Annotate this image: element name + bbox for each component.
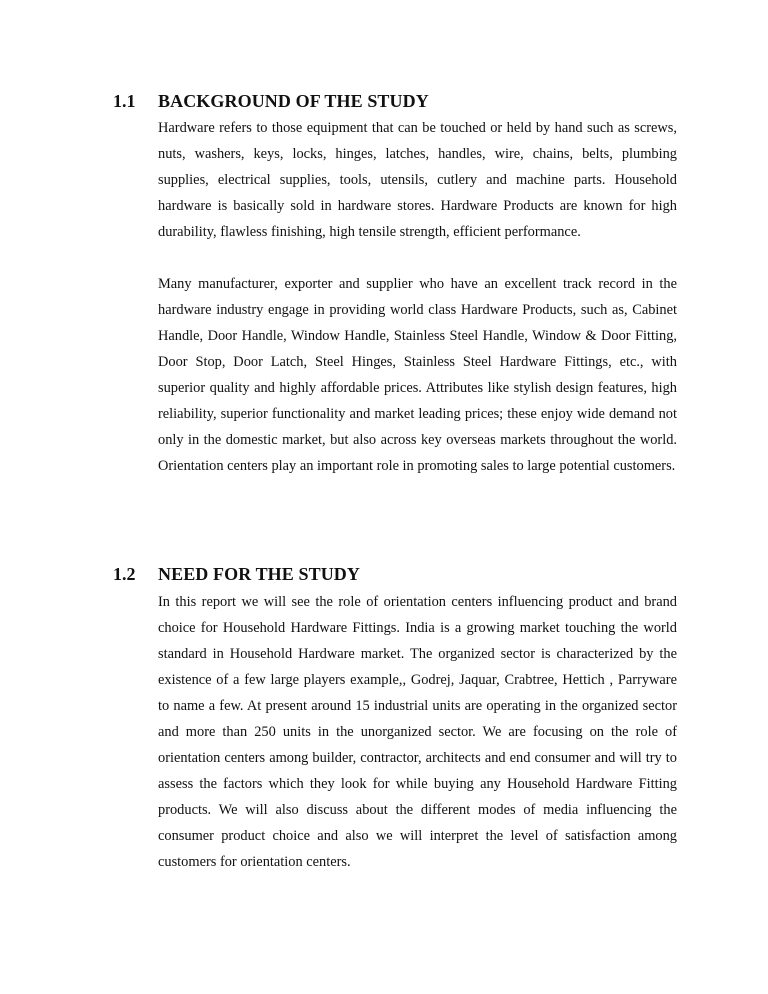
paragraph: In this report we will see the role of orientation centers influencing product and brand choice for Household Hardware Fittings. India is a growing market touching the world standard in Household Hardware market. The organized sector is characterized by the existence of a few large players example,, Godrej, Jaquar, Crabtree, Hettich , Parryware to name a few. At present around 15 industrial units are operating in the organized sector and more than 250 units in the unorganized sector. We are focusing on the role of orientation centers among builder, contractor, architects and end consumer and will try to assess the factors which they look for while buying any Household Hardware Fitting products. We will also discuss about the different modes of media influencing the consumer product choice and also we will interpret the level of satisfaction among customers for orientation centers. (158, 594, 677, 870)
section-number: 1.2 (113, 564, 136, 584)
section-need-for-the-study (0, 563, 768, 875)
section-background-of-the-study (0, 90, 768, 479)
section-title: BACKGROUND OF THE STUDY (158, 91, 429, 111)
section-heading (0, 563, 768, 589)
section-number: 1.1 (113, 91, 136, 111)
section-heading (0, 90, 768, 115)
paragraph: Many manufacturer, exporter and supplier who have an excellent track record in the hardware industry engage in providing world class Hardware Products, such as, Cabinet Handle, Door Handle, Window Handle, Stainless Steel Handle, Window & Door Fitting, Door Stop, Door Latch, Steel Hinges, Stainless Steel Hardware Fittings, etc., with superior quality and highly affordable prices. Attributes like stylish design features, high reliability, superior functionality and market leading prices; these enjoy wide demand not only in the domestic market, but also across key overseas markets throughout the world. Orientation centers play an important role in promoting sales to large potential customers. (158, 276, 677, 474)
section-title: NEED FOR THE STUDY (158, 564, 361, 584)
paragraph: Hardware refers to those equipment that can be touched or held by hand such as screws, nuts, washers, keys, locks, hinges, latches, handles, wire, chains, belts, plumbing supplies, electrical supplies, tools, utensils, cutlery and machine parts. Household hardware is basically sold in hardware stores. Hardware Products are known for high durability, flawless finishing, high tensile strength, efficient performance. (158, 120, 677, 240)
